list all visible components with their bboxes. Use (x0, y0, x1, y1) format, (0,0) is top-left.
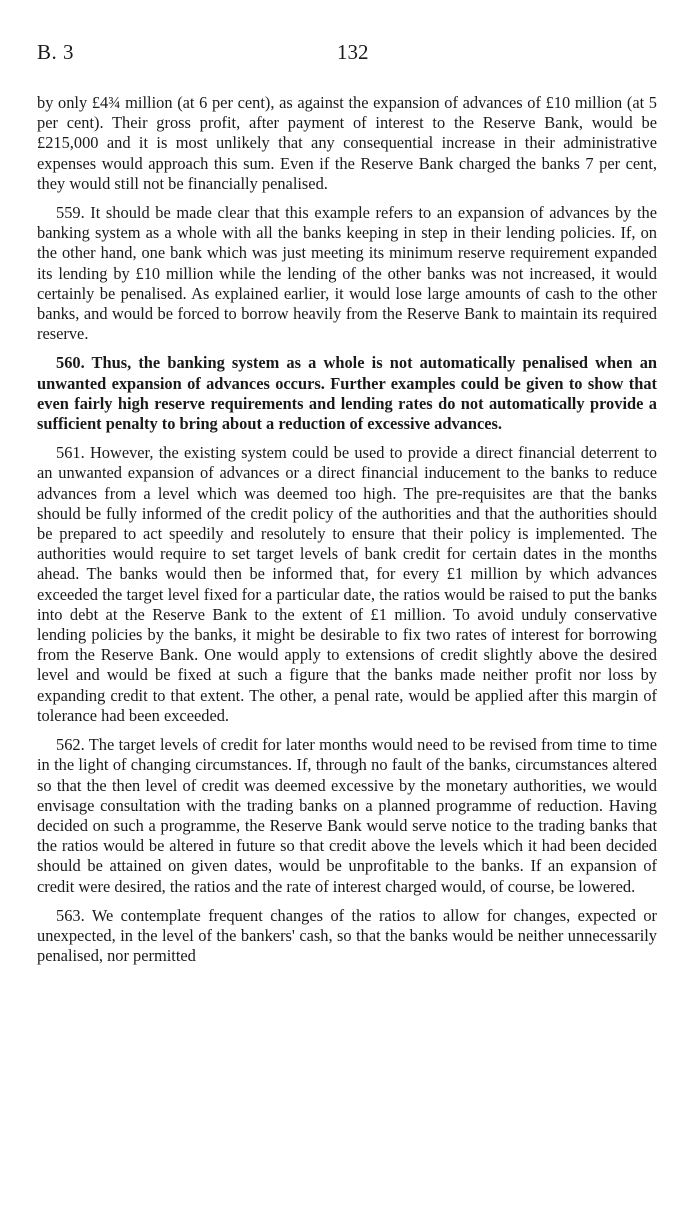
body-text (37, 93, 657, 975)
paragraph-continued: by only £4¾ million (at 6 per cent), as against the expansion of advances of £10 million (at 5 per cent). Their gross profit, after payment of interest to the Reserve Bank, would be £215,000 and it is most unlikely that any consequential increase in their administrative expenses would approach this sum. Even if the Reserve Bank charged the banks 7 per cent, they would still not be financially penalised. (37, 93, 657, 193)
paragraph-560: 560. Thus, the banking system as a whole is not automatically penalised when an unwanted expansion of advances occurs. Further examples could be given to show that even fairly high reserve requirements and lending rates do not automatically provide a sufficient penalty to bring about a reduction of excessive advances. (37, 353, 657, 434)
page-header (37, 40, 660, 70)
paragraph-562: 562. The target levels of credit for later months would need to be revised from time to time in the light of changing circumstances. If, through no fault of the banks, circumstances altered so that the then level of credit was deemed excessive by the monetary authorities, we would envisage consultation with the trading banks on a planned programme of reduction. Having decided on such a programme, the Reserve Bank would serve notice to the trading banks that the ratios would be altered in future so that credit above the levels which it had been decided should be attained on given dates, would be unprofitable to the banks. If an expansion of credit were desired, the ratios and the rate of interest charged would, of course, be lowered. (37, 735, 657, 896)
page-number: 132 (337, 40, 369, 64)
paragraph-559: 559. It should be made clear that this example refers to an expansion of advances by the banking system as a whole with all the banks keeping in step in their lending policies. If, on the other hand, one bank which was just meeting its minimum reserve requirement expanded its lending by £10 million while the lending of the other banks was not increased, it would certainly be penalised. As explained earlier, it would lose large amounts of cash to the other banks, and would be forced to borrow heavily from the Reserve Bank to maintain its required reserve. (37, 203, 657, 344)
paragraph-561: 561. However, the existing system could be used to provide a direct financial deterrent to an unwanted expansion of advances or a direct financial inducement to the banks to reduce advances from a level which was deemed too high. The pre-requisites are that the banks should be fully informed of the credit policy of the authorities and that the authorities should be prepared to act speedily and resolutely to ensure that their policy is implemented. The authorities would require to set target levels of bank credit for certain dates in the months ahead. The banks would then be informed that, for every £1 million by which advances exceeded the target level fixed for a particular date, the ratios would be raised to put the banks into debt at the Reserve Bank to the extent of £1 million. To avoid unduly conservative lending policies by the banks, it might be desirable to fix two rates of interest for borrowing from the Reserve Bank. One would apply to extensions of credit slightly above the desired level and would be fixed at such a figure that the banks made neither profit nor loss by expanding credit to that extent. The other, a penal rate, would be applied after this margin of tolerance had been exceeded. (37, 443, 657, 725)
paragraph-563: 563. We contemplate frequent changes of the ratios to allow for changes, expected or unexpected, in the level of the bankers' cash, so that the banks would be neither unnecessarily penalised, nor permitted (37, 905, 657, 966)
section-code: B. 3 (37, 40, 75, 64)
